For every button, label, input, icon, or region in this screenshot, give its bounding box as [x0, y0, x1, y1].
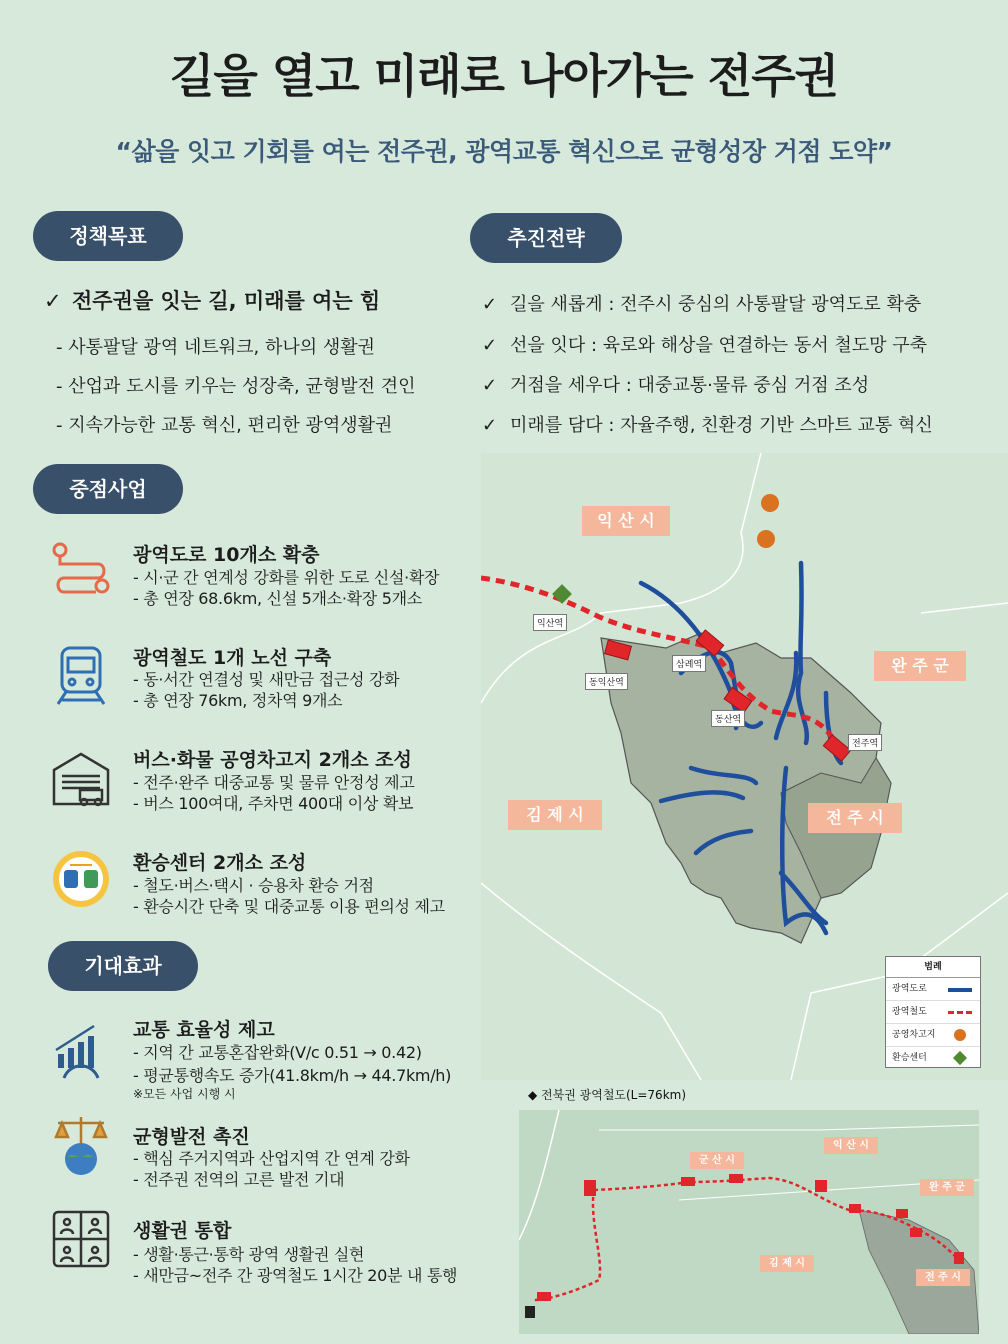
inset-label-wanju: 완 주 군 [920, 1179, 974, 1196]
project-line: - 총 연장 76km, 정차역 9개소 [133, 691, 343, 710]
region-label-jeonju: 전 주 시 [808, 803, 902, 833]
project-line: - 동·서간 연결성 및 새만금 접근성 강화 [133, 670, 400, 689]
inset-map [519, 1110, 979, 1334]
people-puzzle-icon [50, 1208, 112, 1270]
region-label-wanju: 완 주 군 [874, 651, 966, 681]
strategy-heading: 추진전략 [470, 213, 622, 263]
station-label: 동산역 [711, 710, 745, 727]
check-icon: ✓ [482, 415, 498, 436]
effect-note: ※모든 사업 시행 시 [133, 1087, 236, 1101]
effect-title: 균형발전 촉진 [133, 1126, 250, 1148]
map-legend [885, 956, 981, 1068]
inset-label-gunsan: 군 산 시 [690, 1152, 744, 1169]
check-icon: ✓ [482, 375, 498, 396]
effect-line: - 생활·통근·통학 광역 생활권 실현 [133, 1245, 365, 1264]
transfer-center-icon [50, 848, 112, 910]
strategy-item: ✓ 미래를 담다 : 자율주행, 친환경 기반 스마트 교통 혁신 [482, 415, 933, 436]
project-line: - 총 연장 68.6km, 신설 5개소·확장 5개소 [133, 589, 422, 608]
goal-main: ✓ 전주권을 잇는 길, 미래를 여는 힘 [44, 289, 381, 313]
effect-line: - 핵심 주거지역과 산업지역 간 연계 강화 [133, 1149, 410, 1168]
inset-label-jeonju: 전 주 시 [916, 1269, 970, 1286]
station-label: 동익산역 [585, 673, 628, 690]
effect-title: 교통 효율성 제고 [133, 1019, 275, 1041]
project-line: - 철도·버스·택시 · 승용차 환승 거점 [133, 876, 374, 895]
effect-title: 생활권 통합 [133, 1220, 232, 1242]
effects-heading: 기대효과 [48, 941, 198, 991]
check-icon: ✓ [482, 294, 498, 315]
train-icon [50, 644, 112, 706]
region-label-gimje: 김 제 시 [508, 800, 602, 830]
strategy-item: ✓ 거점을 세우다 : 대중교통·물류 중심 거점 조성 [482, 375, 870, 396]
legend-item-depot: 공영차고지 [886, 1024, 980, 1047]
goal-item: - 사통팔달 광역 네트워크, 하나의 생활권 [56, 337, 376, 358]
effect-line: - 지역 간 교통혼잡완화(V/c 0.51 → 0.42) [133, 1043, 422, 1062]
goals-heading: 정책목표 [33, 211, 183, 261]
balance-globe-icon [50, 1113, 112, 1175]
station-label: 전주역 [848, 734, 882, 751]
garage-truck-icon [50, 748, 112, 810]
goal-item: - 산업과 도시를 키우는 성장축, 균형발전 견인 [56, 376, 416, 397]
page-subtitle: “삶을 잇고 기회를 여는 전주권, 광역교통 혁신으로 균형성장 거점 도약” [115, 137, 893, 166]
road-route-icon [50, 540, 112, 602]
effect-line: - 전주권 전역의 고른 발전 기대 [133, 1170, 345, 1189]
page-title: 길을 열고 미래로 나아가는 전주권 [169, 49, 839, 103]
legend-item-rail: 광역철도 [886, 1001, 980, 1024]
inset-title: ◆ 전북권 광역철도(L=76km) [528, 1088, 687, 1102]
transfer-legend-icon [953, 1051, 967, 1065]
strategy-item: ✓ 선을 잇다 : 육로와 해상을 연결하는 동서 철도망 구축 [482, 335, 927, 356]
inset-label-gimje: 김 제 시 [760, 1255, 814, 1272]
check-icon: ✓ [44, 289, 62, 313]
project-title: 광역도로 10개소 확충 [133, 544, 320, 566]
station-label: 익산역 [533, 614, 567, 631]
region-label-iksan: 익 산 시 [582, 506, 670, 536]
effect-line: - 새만금~전주 간 광역철도 1시간 20분 내 통행 [133, 1266, 458, 1285]
projects-heading: 중점사업 [33, 464, 183, 514]
road-legend-icon [948, 988, 972, 992]
project-line: - 시·군 간 연계성 강화를 위한 도로 신설·확장 [133, 568, 440, 587]
project-title: 광역철도 1개 노선 구축 [133, 647, 332, 669]
legend-item-road: 광역도로 [886, 978, 980, 1001]
rail-legend-icon [948, 1011, 972, 1014]
project-title: 버스·화물 공영차고지 2개소 조성 [133, 749, 412, 771]
depot-marker [757, 530, 775, 548]
project-title: 환승센터 2개소 조성 [133, 852, 307, 874]
strategy-item: ✓ 길을 새롭게 : 전주시 중심의 사통팔달 광역도로 확충 [482, 294, 922, 315]
depot-legend-icon [954, 1029, 966, 1041]
legend-title: 범례 [886, 957, 980, 978]
goal-item: - 지속가능한 교통 혁신, 편리한 광역생활권 [56, 415, 393, 436]
project-line: - 환승시간 단축 및 대중교통 이용 편의성 제고 [133, 897, 445, 916]
effect-line: - 평균통행속도 증가(41.8km/h → 44.7km/h) [133, 1066, 452, 1085]
project-line: - 버스 100여대, 주차면 400대 이상 확보 [133, 794, 414, 813]
inset-label-iksan: 익 산 시 [824, 1137, 878, 1154]
growth-chart-icon [50, 1022, 112, 1084]
legend-item-transfer: 환승센터 [886, 1047, 980, 1069]
project-line: - 전주·완주 대중교통 및 물류 안정성 제고 [133, 773, 415, 792]
check-icon: ✓ [482, 335, 498, 356]
station-label: 삼례역 [672, 655, 706, 672]
depot-marker [761, 494, 779, 512]
